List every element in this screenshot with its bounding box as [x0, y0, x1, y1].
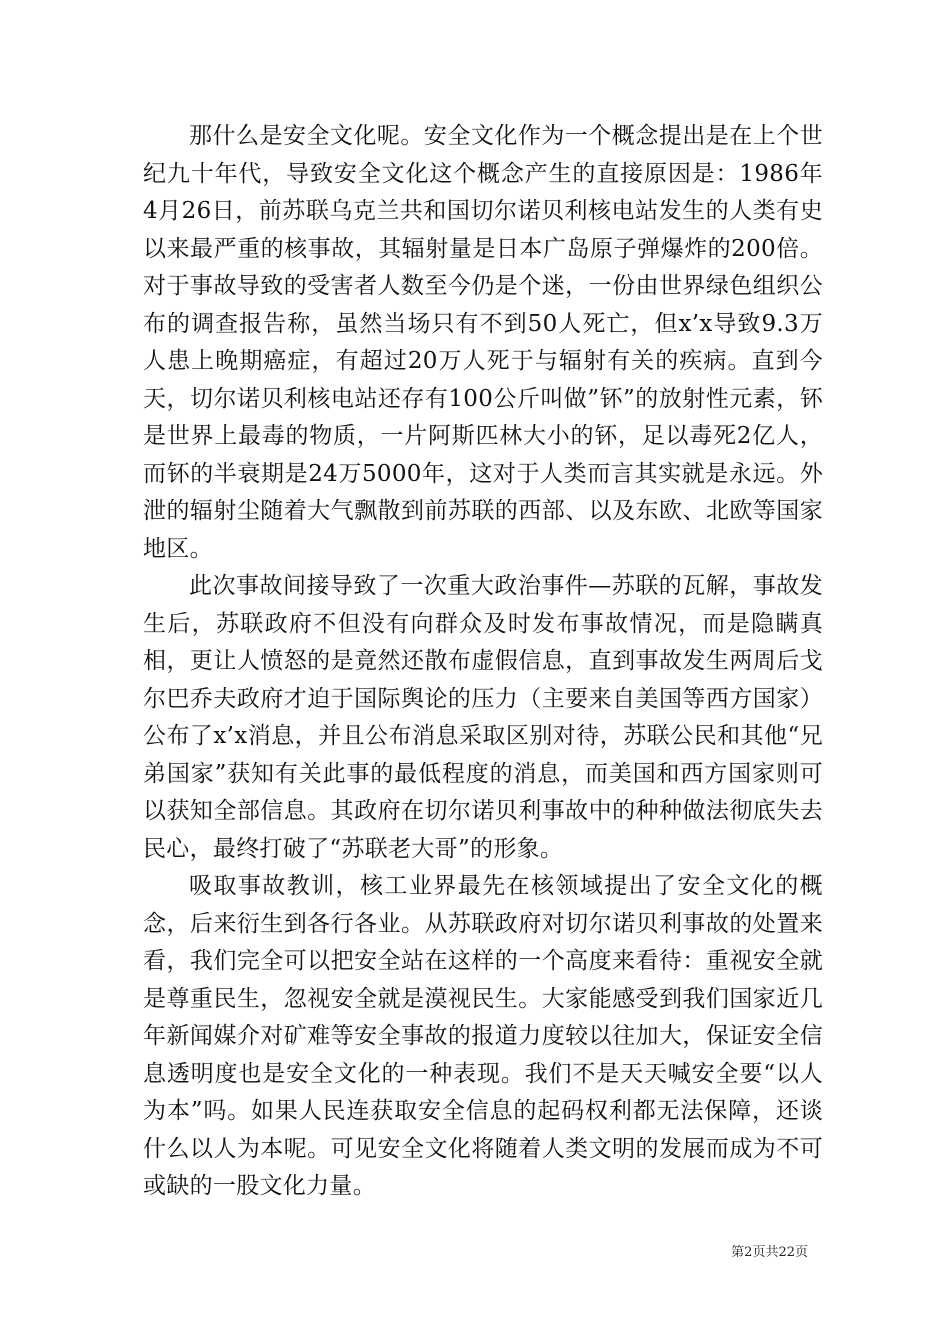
page-number-footer: 第2页共22页: [731, 1245, 808, 1260]
paragraph-1: 那什么是安全文化呢。安全文化作为一个概念提出是在上个世纪九十年代，导致安全文化这个概念产生的直接原因是：1986年4月26日，前苏联乌克兰共和国切尔诺贝利核电站发生的人类有史以来最严重的核事故，其辐射量是日本广岛原子弹爆炸的200倍。对于事故导致的受害者人数至今仍是个迷，一份由世界绿色组织公布的调查报告称，虽然当场只有不到50人死亡，但x’x导致9.3万人患上晚期癌症，有超过20万人死于与辐射有关的疾病。直到今天，切尔诺贝利核电站还存有100公斤叫做”钚”的放射性元素，钚是世界上最毒的物质，一片阿斯匹林大小的钚，足以毒死2亿人，而钚的半衰期是24万5000年，这对于人类而言其实就是永远。外泄的辐射尘随着大气飘散到前苏联的西部、以及东欧、北欧等国家地区。: [143, 123, 823, 562]
body-text: [143, 118, 823, 1206]
paragraph-2: 此次事故间接导致了一次重大政治事件—苏联的瓦解，事故发生后，苏联政府不但没有向群众及时发布事故情况，而是隐瞒真相，更让人愤怒的是竟然还散布虚假信息，直到事故发生两周后戈尔巴乔夫政府才迫于国际舆论的压力（主要来自美国等西方国家）公布了x’x消息，并且公布消息采取区别对待，苏联公民和其他“兄弟国家”获知有关此事的最低程度的消息，而美国和西方国家则可以获知全部信息。其政府在切尔诺贝利事故中的种种做法彻底失去民心，最终打破了“苏联老大哥”的形象。: [143, 573, 823, 862]
paragraph-3: 吸取事故教训，核工业界最先在核领域提出了安全文化的概念，后来衍生到各行各业。从苏联政府对切尔诺贝利事故的处置来看，我们完全可以把安全站在这样的一个高度来看待：重视安全就是尊重民生，忽视安全就是漠视民生。大家能感受到我们国家近几年新闻媒介对矿难等安全事故的报道力度较以往加大，保证安全信息透明度也是安全文化的一种表现。我们不是天天喊安全要“以人为本”吗。如果人民连获取安全信息的起码权利都无法保障，还谈什么以人为本呢。可见安全文化将随着人类文明的发展而成为不可或缺的一股文化力量。: [143, 873, 823, 1199]
